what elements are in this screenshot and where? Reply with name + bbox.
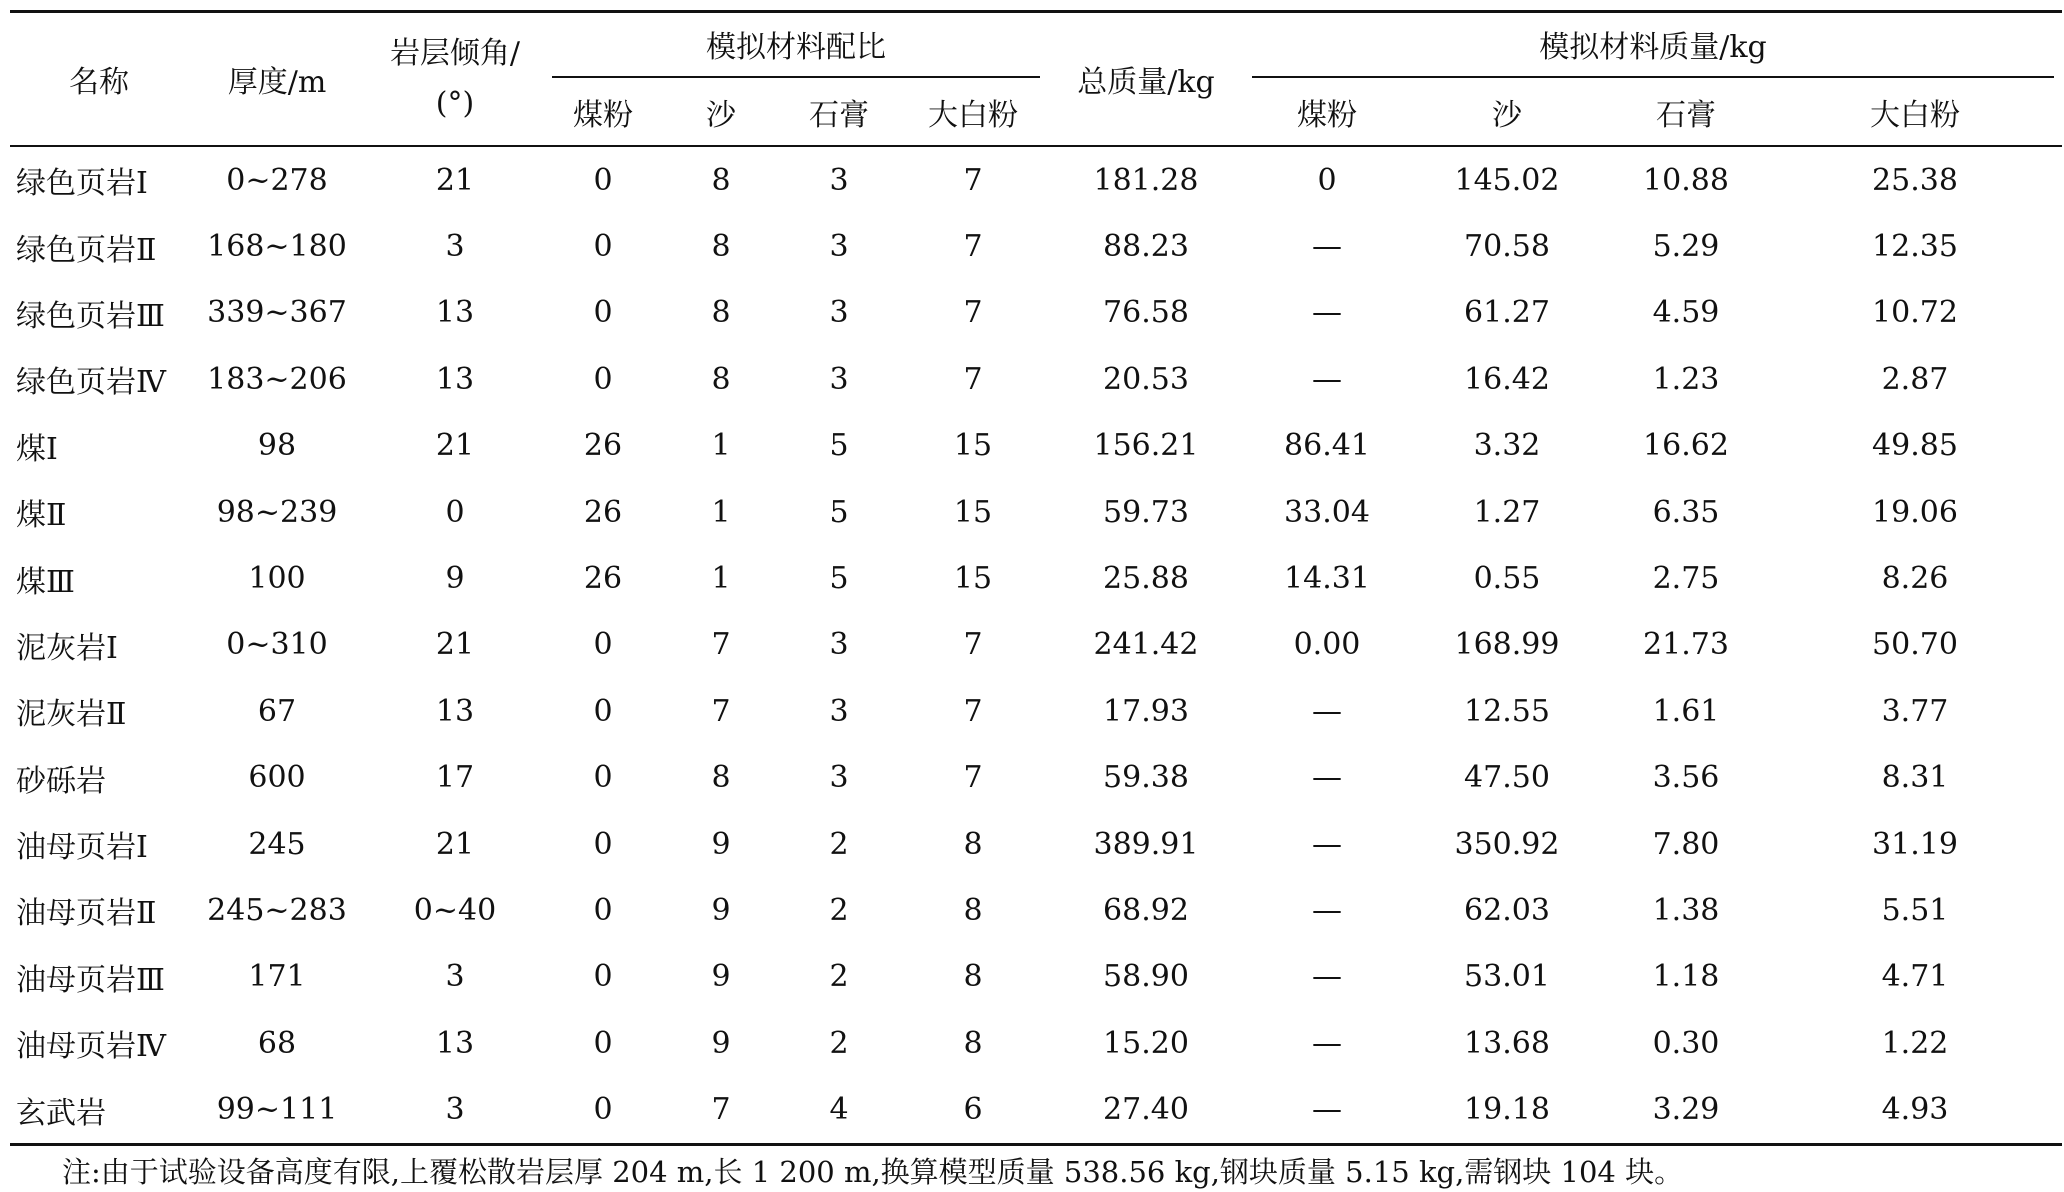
cell-ratio-gypsum: 3	[829, 693, 849, 729]
cell-ratio-gypsum: 2	[829, 826, 849, 862]
table-row	[10, 413, 2062, 479]
cell-total-mass: 181.28	[1093, 162, 1199, 198]
cell-thickness: 67	[257, 693, 297, 729]
cell-mass-coal: 0	[1317, 162, 1337, 198]
cell-total-mass: 59.38	[1103, 760, 1189, 796]
cell-mass-gypsum: 1.61	[1652, 693, 1720, 729]
cell-mass-sand: 3.32	[1473, 428, 1541, 464]
cell-ratio-sand: 1	[711, 561, 731, 597]
cell-thickness: 100	[248, 561, 306, 597]
cell-mass-coal: —	[1312, 693, 1342, 729]
cell-ratio-gypsum: 5	[829, 428, 849, 464]
cell-total-mass: 76.58	[1103, 295, 1189, 331]
table-footnote: 注:由于试验设备高度有限,上覆松散岩层厚 204 m,长 1 200 m,换算模型质量 538.56 kg,钢块质量 5.15 kg,需钢块 104 块。	[62, 1155, 1684, 1189]
cell-mass-sand: 53.01	[1464, 959, 1550, 995]
cell-ratio-coal: 0	[593, 162, 613, 198]
table-row	[10, 280, 2062, 346]
cell-ratio-sand: 9	[711, 826, 731, 862]
cell-ratio-coal: 0	[593, 229, 613, 265]
cell-mass-coal: 86.41	[1284, 428, 1370, 464]
cell-mass-sand: 168.99	[1454, 627, 1560, 663]
cell-ratio-sand: 8	[711, 760, 731, 796]
table-row	[10, 944, 2062, 1010]
cell-name: 绿色页岩Ⅰ	[16, 166, 148, 202]
cell-total-mass: 389.91	[1093, 826, 1199, 862]
cell-ratio-gypsum: 5	[829, 561, 849, 597]
cell-dip: 21	[435, 826, 475, 862]
cell-name: 绿色页岩Ⅲ	[16, 298, 165, 334]
cell-ratio-gypsum: 3	[829, 229, 849, 265]
cell-thickness: 171	[248, 959, 306, 995]
cell-mass-gypsum: 6.35	[1652, 494, 1720, 530]
header-dip-line2: (°)	[435, 86, 475, 121]
header-ratio-group-label: 模拟材料配比	[552, 22, 1040, 78]
cell-ratio-gypsum: 3	[829, 361, 849, 397]
cell-ratio-chalk: 15	[953, 494, 993, 530]
cell-mass-coal: 0.00	[1293, 627, 1361, 663]
cell-mass-coal: —	[1312, 959, 1342, 995]
cell-mass-coal: —	[1312, 892, 1342, 928]
cell-ratio-gypsum: 5	[829, 494, 849, 530]
header-thickness: 厚度/m	[227, 65, 327, 100]
header-ratio-sand: 沙	[706, 98, 736, 133]
cell-total-mass: 68.92	[1103, 892, 1189, 928]
cell-total-mass: 25.88	[1103, 561, 1189, 597]
cell-ratio-gypsum: 3	[829, 295, 849, 331]
cell-dip: 21	[435, 428, 475, 464]
cell-ratio-coal: 0	[593, 959, 613, 995]
table-row	[10, 745, 2062, 811]
cell-total-mass: 88.23	[1103, 229, 1189, 265]
cell-ratio-gypsum: 4	[780, 1076, 898, 1144]
cell-mass-gypsum: 7.80	[1652, 826, 1720, 862]
cell-mass-gypsum: 3.56	[1652, 760, 1720, 796]
cell-name: 玄武岩	[10, 1076, 188, 1144]
table-row	[10, 1076, 2062, 1144]
cell-ratio-gypsum: 3	[829, 760, 849, 796]
cell-name: 泥灰岩Ⅰ	[16, 630, 118, 666]
cell-dip: 3	[445, 229, 465, 265]
cell-ratio-coal: 26	[583, 561, 623, 597]
cell-ratio-sand: 7	[662, 1076, 780, 1144]
cell-ratio-coal: 0	[593, 892, 613, 928]
cell-name: 油母页岩Ⅰ	[16, 830, 148, 866]
table-row	[10, 1010, 2062, 1076]
cell-thickness: 183~206	[207, 361, 347, 397]
cell-dip: 17	[435, 760, 475, 796]
cell-ratio-coal: 26	[583, 494, 623, 530]
cell-total-mass: 241.42	[1093, 627, 1199, 663]
cell-mass-coal: —	[1312, 760, 1342, 796]
cell-dip: 13	[435, 693, 475, 729]
header-mass-group	[1244, 12, 2062, 80]
cell-ratio-coal: 0	[593, 760, 613, 796]
cell-thickness: 339~367	[207, 295, 347, 331]
cell-ratio-coal: 0	[593, 1025, 613, 1061]
cell-ratio-sand: 9	[711, 892, 731, 928]
cell-name: 煤Ⅱ	[16, 498, 67, 534]
cell-ratio-gypsum: 2	[829, 1025, 849, 1061]
material-table	[10, 10, 2062, 1146]
cell-mass-coal: —	[1312, 1025, 1342, 1061]
cell-dip: 13	[435, 1025, 475, 1061]
cell-mass-coal: —	[1312, 826, 1342, 862]
cell-ratio-sand: 8	[711, 361, 731, 397]
table-row	[10, 811, 2062, 877]
cell-ratio-sand: 8	[711, 229, 731, 265]
cell-mass-chalk: 49.85	[1872, 428, 1958, 464]
cell-ratio-chalk: 8	[963, 892, 983, 928]
cell-thickness: 168~180	[207, 229, 347, 265]
cell-ratio-chalk: 7	[963, 361, 983, 397]
cell-thickness: 98~239	[216, 494, 338, 530]
cell-ratio-sand: 7	[711, 627, 731, 663]
cell-name: 砂砾岩	[16, 763, 106, 799]
cell-total-mass: 15.20	[1103, 1025, 1189, 1061]
cell-ratio-sand: 8	[711, 295, 731, 331]
cell-name: 泥灰岩Ⅱ	[16, 697, 127, 733]
cell-mass-chalk: 4.71	[1881, 959, 1949, 995]
cell-mass-sand: 16.42	[1464, 361, 1550, 397]
header-mass-gypsum: 石膏	[1656, 98, 1716, 133]
cell-mass-gypsum: 1.23	[1652, 361, 1720, 397]
cell-mass-sand: 145.02	[1454, 162, 1560, 198]
cell-thickness: 0~310	[226, 627, 328, 663]
table-row	[10, 612, 2062, 678]
cell-mass-chalk: 31.19	[1872, 826, 1958, 862]
cell-thickness: 600	[248, 760, 306, 796]
cell-mass-gypsum: 1.18	[1652, 959, 1720, 995]
cell-thickness: 245	[248, 826, 306, 862]
cell-mass-chalk: 10.72	[1872, 295, 1958, 331]
cell-mass-chalk: 8.31	[1881, 760, 1949, 796]
cell-ratio-gypsum: 3	[829, 627, 849, 663]
cell-name: 油母页岩Ⅳ	[16, 1029, 166, 1065]
cell-thickness: 0~278	[226, 162, 328, 198]
cell-mass-sand: 350.92	[1454, 826, 1560, 862]
cell-total-mass: 156.21	[1093, 428, 1199, 464]
cell-mass-chalk: 12.35	[1872, 229, 1958, 265]
header-mass-coal: 煤粉	[1297, 98, 1357, 133]
cell-mass-sand: 47.50	[1464, 760, 1550, 796]
cell-dip: 0	[445, 494, 465, 530]
cell-mass-sand: 13.68	[1464, 1025, 1550, 1061]
cell-mass-gypsum: 0.30	[1652, 1025, 1720, 1061]
cell-mass-gypsum: 2.75	[1652, 561, 1720, 597]
cell-name: 绿色页岩Ⅳ	[16, 365, 166, 401]
cell-total-mass: 58.90	[1103, 959, 1189, 995]
cell-name: 绿色页岩Ⅱ	[16, 232, 157, 268]
cell-ratio-sand: 1	[711, 494, 731, 530]
cell-ratio-coal: 0	[593, 295, 613, 331]
cell-mass-sand: 0.55	[1473, 561, 1541, 597]
cell-ratio-gypsum: 3	[829, 162, 849, 198]
cell-dip: 3	[445, 959, 465, 995]
cell-mass-gypsum: 16.62	[1643, 428, 1729, 464]
header-ratio-chalk: 大白粉	[928, 98, 1018, 133]
cell-mass-coal: —	[1312, 361, 1342, 397]
cell-ratio-chalk: 8	[963, 1025, 983, 1061]
header-name: 名称	[69, 65, 129, 100]
cell-dip: 13	[435, 361, 475, 397]
cell-ratio-chalk: 7	[963, 162, 983, 198]
cell-thickness: 99~111	[188, 1076, 366, 1144]
cell-thickness: 98	[257, 428, 297, 464]
cell-ratio-chalk: 7	[963, 760, 983, 796]
header-ratio-coal: 煤粉	[573, 98, 633, 133]
cell-ratio-chalk: 15	[953, 561, 993, 597]
cell-mass-gypsum: 4.59	[1652, 295, 1720, 331]
cell-mass-gypsum: 10.88	[1643, 162, 1729, 198]
cell-name: 油母页岩Ⅱ	[16, 896, 157, 932]
cell-ratio-chalk: 7	[963, 693, 983, 729]
cell-mass-sand: 70.58	[1464, 229, 1550, 265]
cell-mass-chalk: 19.06	[1872, 494, 1958, 530]
cell-mass-chalk: 25.38	[1872, 162, 1958, 198]
cell-name: 煤Ⅰ	[16, 431, 58, 467]
header-mass-chalk: 大白粉	[1870, 98, 1960, 133]
cell-mass-chalk: 50.70	[1872, 627, 1958, 663]
cell-ratio-chalk: 7	[963, 295, 983, 331]
header-total-mass: 总质量/kg	[1077, 65, 1215, 100]
cell-ratio-sand: 1	[711, 428, 731, 464]
cell-total-mass: 59.73	[1103, 494, 1189, 530]
cell-mass-gypsum: 1.38	[1652, 892, 1720, 928]
cell-ratio-coal: 0	[593, 826, 613, 862]
cell-mass-coal: —	[1312, 295, 1342, 331]
cell-ratio-chalk: 8	[963, 826, 983, 862]
cell-mass-sand: 62.03	[1464, 892, 1550, 928]
cell-dip: 0~40	[413, 892, 497, 928]
cell-mass-sand: 12.55	[1464, 693, 1550, 729]
cell-mass-sand: 19.18	[1410, 1076, 1604, 1144]
cell-ratio-chalk: 6	[898, 1076, 1048, 1144]
cell-ratio-chalk: 8	[963, 959, 983, 995]
cell-mass-chalk: 1.22	[1881, 1025, 1949, 1061]
cell-ratio-gypsum: 2	[829, 959, 849, 995]
cell-name: 油母页岩Ⅲ	[16, 962, 165, 998]
cell-ratio-chalk: 7	[963, 627, 983, 663]
cell-dip: 13	[435, 295, 475, 331]
header-mass-sand: 沙	[1492, 98, 1522, 133]
cell-ratio-sand: 9	[711, 1025, 731, 1061]
cell-dip: 21	[435, 627, 475, 663]
cell-ratio-coal: 0	[544, 1076, 662, 1144]
cell-ratio-sand: 8	[711, 162, 731, 198]
cell-thickness: 245~283	[207, 892, 347, 928]
cell-ratio-sand: 7	[711, 693, 731, 729]
table-row	[10, 479, 2062, 545]
cell-thickness: 68	[257, 1025, 297, 1061]
cell-mass-sand: 1.27	[1473, 494, 1541, 530]
cell-mass-chalk: 3.77	[1881, 693, 1949, 729]
cell-total-mass: 20.53	[1103, 361, 1189, 397]
cell-total-mass: 27.40	[1048, 1076, 1244, 1144]
table-row	[10, 545, 2062, 611]
cell-mass-coal: 14.31	[1284, 561, 1370, 597]
header-ratio-gypsum: 石膏	[809, 98, 869, 133]
table-row	[10, 213, 2062, 279]
header-dip	[366, 12, 544, 147]
cell-mass-chalk: 8.26	[1881, 561, 1949, 597]
cell-name: 煤Ⅲ	[16, 564, 75, 600]
table-row	[10, 877, 2062, 943]
header-ratio-group	[544, 12, 1048, 80]
cell-ratio-sand: 9	[711, 959, 731, 995]
cell-mass-gypsum: 21.73	[1643, 627, 1729, 663]
header-mass-group-label: 模拟材料质量/kg	[1252, 22, 2054, 78]
cell-ratio-chalk: 7	[963, 229, 983, 265]
table-body	[10, 146, 2062, 1144]
material-table-container	[10, 10, 2062, 1146]
cell-ratio-coal: 0	[593, 693, 613, 729]
cell-mass-coal: —	[1244, 1076, 1410, 1144]
cell-mass-chalk: 2.87	[1881, 361, 1949, 397]
cell-mass-chalk: 5.51	[1881, 892, 1949, 928]
cell-ratio-chalk: 15	[953, 428, 993, 464]
cell-dip: 9	[445, 561, 465, 597]
cell-dip: 21	[435, 162, 475, 198]
table-row	[10, 346, 2062, 412]
cell-ratio-coal: 0	[593, 361, 613, 397]
cell-mass-coal: —	[1312, 229, 1342, 265]
cell-mass-coal: 33.04	[1284, 494, 1370, 530]
cell-ratio-coal: 26	[583, 428, 623, 464]
cell-ratio-coal: 0	[593, 627, 613, 663]
cell-mass-gypsum: 5.29	[1652, 229, 1720, 265]
table-row	[10, 678, 2062, 744]
cell-mass-chalk: 4.93	[1768, 1076, 2062, 1144]
cell-dip: 3	[366, 1076, 544, 1144]
cell-total-mass: 17.93	[1103, 693, 1189, 729]
cell-mass-sand: 61.27	[1464, 295, 1550, 331]
header-dip-line1: 岩层倾角/	[389, 36, 521, 71]
table-row	[10, 146, 2062, 213]
cell-mass-gypsum: 3.29	[1604, 1076, 1768, 1144]
cell-ratio-gypsum: 2	[829, 892, 849, 928]
